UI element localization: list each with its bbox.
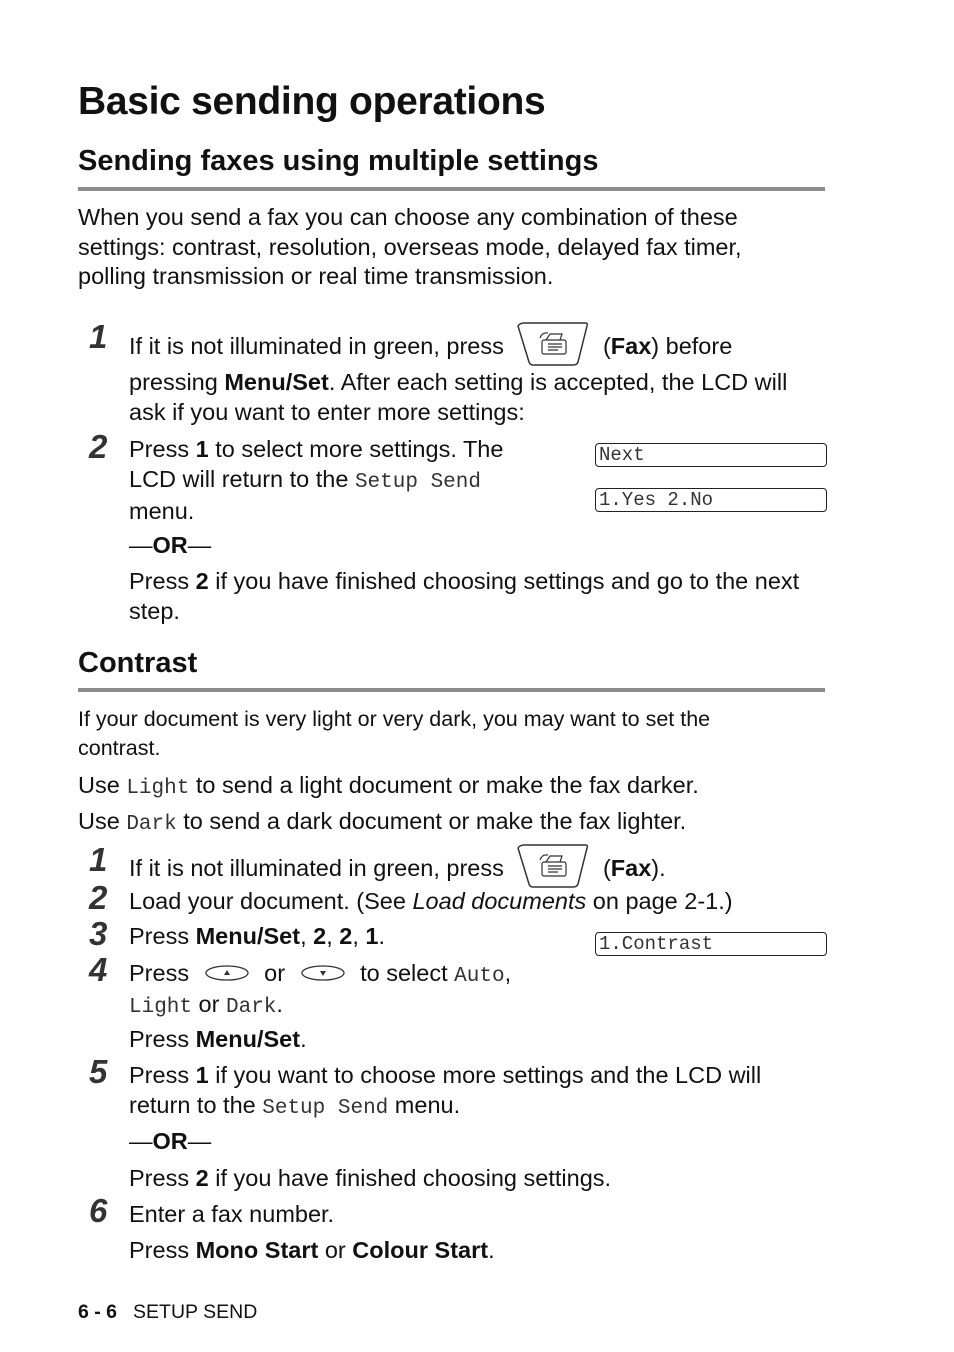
step-text-part: Press bbox=[129, 1237, 196, 1263]
step-text-part: ) before bbox=[651, 332, 733, 359]
intro-line: polling transmission or real time transmission. bbox=[78, 263, 554, 289]
key-2: 2 bbox=[195, 1165, 209, 1191]
comma: , bbox=[300, 923, 314, 949]
cross-reference: Load documents bbox=[412, 888, 587, 914]
step-text bbox=[129, 1236, 495, 1266]
step-text-part: ). bbox=[651, 854, 666, 881]
text-part: Use bbox=[78, 808, 127, 834]
lcd-display-yes-no: 1.Yes 2.No bbox=[595, 488, 827, 512]
down-arrow-key-icon bbox=[300, 960, 346, 990]
text-part: to send a light document or make the fax darker. bbox=[189, 772, 699, 798]
step-text bbox=[129, 1061, 761, 1123]
period: . bbox=[488, 1237, 495, 1263]
dash: — bbox=[187, 532, 212, 558]
intro-line: contrast. bbox=[78, 736, 161, 760]
lcd-display-next: Next bbox=[595, 443, 827, 467]
step-text: Enter a fax number. bbox=[129, 1201, 335, 1227]
step-number: 1 bbox=[89, 841, 108, 878]
or-label: OR bbox=[152, 532, 188, 558]
use-light-line bbox=[78, 771, 699, 804]
step-number: 4 bbox=[89, 951, 108, 988]
comma: , bbox=[352, 923, 366, 949]
page-number: 6 - 6 bbox=[78, 1301, 118, 1323]
step-text-part: pressing bbox=[129, 369, 225, 395]
step-text bbox=[129, 435, 503, 527]
step-text-part: LCD will return to the bbox=[129, 465, 355, 492]
step-text bbox=[129, 368, 787, 427]
or-separator bbox=[129, 1127, 211, 1157]
section-rule bbox=[78, 187, 825, 191]
or-separator bbox=[129, 531, 211, 561]
intro-line: settings: contrast, resolution, overseas mode, delayed fax timer, bbox=[78, 233, 742, 260]
lcd-option-dark: Dark bbox=[225, 996, 277, 1019]
step-text-part: Press bbox=[129, 1165, 196, 1191]
menu-set-key: Menu/Set bbox=[195, 1026, 301, 1052]
paren: ( bbox=[602, 854, 611, 881]
key-1: 1 bbox=[195, 1062, 209, 1088]
step-text-part: Press bbox=[129, 568, 196, 594]
section-intro bbox=[78, 705, 710, 763]
dash: — bbox=[129, 1128, 153, 1154]
step-text bbox=[129, 567, 799, 626]
step-text bbox=[129, 1164, 611, 1194]
step-text-part: to select more settings. The bbox=[208, 436, 504, 462]
page-footer bbox=[78, 1301, 257, 1324]
step-text-part: ask if you want to enter more settings: bbox=[129, 398, 525, 425]
step-number: 5 bbox=[89, 1053, 108, 1090]
step-text-part: if you have finished choosing settings and go to the next bbox=[208, 568, 800, 594]
key-2: 2 bbox=[339, 923, 353, 949]
text-part: Use bbox=[78, 772, 127, 798]
comma: , bbox=[504, 960, 512, 986]
step-text bbox=[129, 1025, 307, 1055]
key-1: 1 bbox=[195, 436, 209, 462]
lcd-option-light: Light bbox=[129, 996, 193, 1019]
section-heading-multiple-settings: Sending faxes using multiple settings bbox=[78, 145, 599, 177]
up-arrow-key-icon bbox=[204, 960, 250, 990]
step-text-part: Load your document. (See bbox=[129, 888, 413, 914]
chapter-name: SETUP SEND bbox=[133, 1301, 258, 1323]
paren: ( bbox=[602, 332, 611, 359]
menu-set-key: Menu/Set bbox=[224, 369, 329, 395]
page-title: Basic sending operations bbox=[78, 80, 546, 123]
step-number: 2 bbox=[89, 428, 108, 465]
or-label: OR bbox=[152, 1128, 188, 1154]
step-text-part: Press bbox=[129, 960, 190, 986]
dash: — bbox=[129, 532, 153, 558]
use-dark-line bbox=[78, 807, 686, 840]
mono-start-key: Mono Start bbox=[195, 1237, 319, 1263]
intro-line: If your document is very light or very dark, you may want to set the bbox=[78, 707, 711, 731]
step-number: 2 bbox=[89, 879, 108, 916]
step-text-part: Press bbox=[129, 1026, 196, 1052]
lcd-menu-name: Setup Send bbox=[354, 470, 481, 494]
lcd-option-light: Light bbox=[126, 777, 190, 800]
step-text bbox=[129, 887, 733, 917]
step-text-part: Press bbox=[129, 923, 196, 949]
text-part: to send a dark document or make the fax lighter. bbox=[176, 808, 687, 834]
step-text-part: on page 2-1.) bbox=[586, 888, 733, 914]
intro-line: When you send a fax you can choose any combination of these bbox=[78, 204, 738, 230]
lcd-option-dark: Dark bbox=[126, 813, 177, 836]
lcd-option-auto: Auto bbox=[454, 965, 505, 988]
step-text-part: If it is not illuminated in green, press bbox=[129, 854, 504, 881]
step-text-part: Press bbox=[129, 436, 196, 462]
period: . bbox=[300, 1026, 307, 1052]
step-text-part: menu. bbox=[388, 1091, 461, 1118]
key-2: 2 bbox=[313, 923, 327, 949]
step-text-part: or bbox=[192, 991, 226, 1017]
period: . bbox=[276, 991, 283, 1017]
step-number: 3 bbox=[89, 915, 108, 952]
key-1: 1 bbox=[365, 923, 379, 949]
colour-start-key: Colour Start bbox=[352, 1237, 489, 1263]
section-heading-contrast: Contrast bbox=[78, 647, 198, 679]
step-text-part: if you have finished choosing settings. bbox=[208, 1165, 612, 1191]
fax-label: Fax bbox=[610, 854, 652, 881]
step-text-part: . After each setting is accepted, the LCD will bbox=[328, 369, 788, 395]
section-intro bbox=[78, 203, 742, 292]
lcd-menu-name: Setup Send bbox=[262, 1096, 389, 1120]
step-text-part: to select bbox=[360, 960, 455, 986]
step-text bbox=[129, 959, 511, 992]
step-text-part: step. bbox=[129, 597, 180, 624]
menu-set-key: Menu/Set bbox=[195, 923, 301, 949]
step-text-part: return to the bbox=[129, 1091, 263, 1118]
step-number: 1 bbox=[89, 318, 108, 355]
step-text-part: if you want to choose more settings and the LCD will bbox=[208, 1062, 762, 1088]
dash: — bbox=[187, 1128, 212, 1154]
step-text-part: or bbox=[318, 1237, 353, 1263]
step-number: 6 bbox=[89, 1192, 108, 1229]
section-rule bbox=[78, 688, 825, 692]
step-text-part: menu. bbox=[129, 498, 195, 524]
step-text bbox=[129, 990, 283, 1023]
fax-label: Fax bbox=[610, 332, 652, 359]
step-text-part: Press bbox=[129, 1062, 196, 1088]
lcd-display-contrast: 1.Contrast bbox=[595, 932, 827, 956]
step-text-part: or bbox=[264, 960, 286, 986]
step-text-part: If it is not illuminated in green, press bbox=[129, 332, 504, 359]
step-text bbox=[129, 922, 385, 952]
key-2: 2 bbox=[195, 568, 209, 594]
period: . bbox=[378, 923, 386, 949]
comma: , bbox=[326, 923, 340, 949]
